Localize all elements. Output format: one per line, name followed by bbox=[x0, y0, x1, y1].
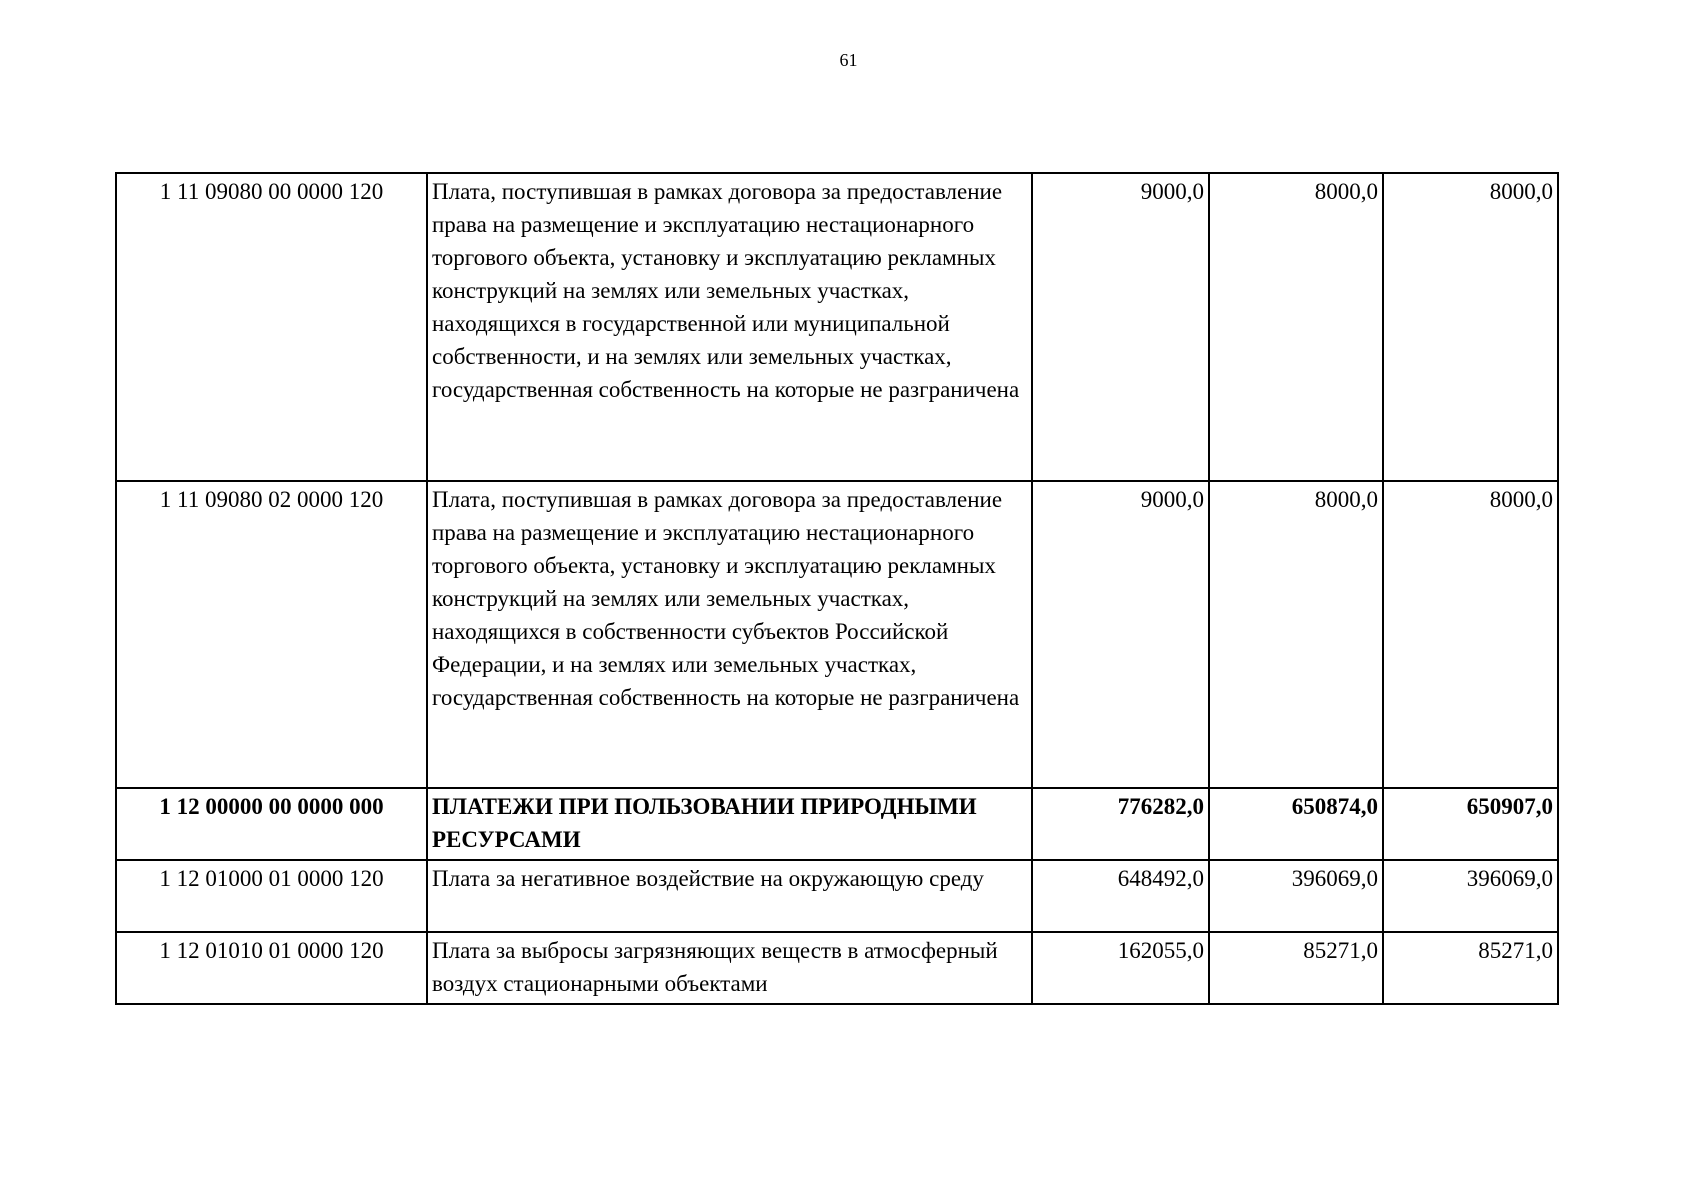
amount-year3-cell: 8000,0 bbox=[1383, 481, 1558, 788]
amount-year2-cell: 85271,0 bbox=[1209, 932, 1383, 1004]
budget-code-cell: 1 11 09080 02 0000 120 bbox=[116, 481, 427, 788]
revenue-name-cell: Плата, поступившая в рамках договора за предоставление права на размещение и эксплуатацию нестационарного торгового объекта, установку и эксплуатацию рекламных конструкций на землях или земельных участках, находящихся в собственности субъектов Российской Федерации, и на землях или земельных участках, государственная собственность на которые не разграничена bbox=[427, 481, 1032, 788]
revenue-name-cell: Плата за выбросы загрязняющих веществ в атмосферный воздух стационарными объектами bbox=[427, 932, 1032, 1004]
amount-year3-cell: 650907,0 bbox=[1383, 788, 1558, 860]
amount-year2-cell: 8000,0 bbox=[1209, 173, 1383, 481]
revenue-name-cell: ПЛАТЕЖИ ПРИ ПОЛЬЗОВАНИИ ПРИРОДНЫМИ РЕСУРСАМИ bbox=[427, 788, 1032, 860]
budget-code-cell: 1 12 00000 00 0000 000 bbox=[116, 788, 427, 860]
amount-year1-cell: 648492,0 bbox=[1032, 860, 1209, 932]
table-row bbox=[116, 173, 1558, 481]
amount-year2-cell: 8000,0 bbox=[1209, 481, 1383, 788]
amount-year3-cell: 85271,0 bbox=[1383, 932, 1558, 1004]
budget-code-cell: 1 11 09080 00 0000 120 bbox=[116, 173, 427, 481]
amount-year2-cell: 396069,0 bbox=[1209, 860, 1383, 932]
amount-year1-cell: 9000,0 bbox=[1032, 481, 1209, 788]
table-row bbox=[116, 481, 1558, 788]
table-row bbox=[116, 860, 1558, 932]
table-row bbox=[116, 932, 1558, 1004]
amount-year1-cell: 776282,0 bbox=[1032, 788, 1209, 860]
amount-year2-cell: 650874,0 bbox=[1209, 788, 1383, 860]
table-row-section-total bbox=[116, 788, 1558, 860]
revenue-name-cell: Плата за негативное воздействие на окружающую среду bbox=[427, 860, 1032, 932]
amount-year1-cell: 9000,0 bbox=[1032, 173, 1209, 481]
amount-year3-cell: 396069,0 bbox=[1383, 860, 1558, 932]
amount-year3-cell: 8000,0 bbox=[1383, 173, 1558, 481]
amount-year1-cell: 162055,0 bbox=[1032, 932, 1209, 1004]
budget-code-cell: 1 12 01000 01 0000 120 bbox=[116, 860, 427, 932]
budget-code-cell: 1 12 01010 01 0000 120 bbox=[116, 932, 427, 1004]
revenue-name-cell: Плата, поступившая в рамках договора за предоставление права на размещение и эксплуатацию нестационарного торгового объекта, установку и эксплуатацию рекламных конструкций на землях или земельных участках, находящихся в государственной или муниципальной собственности, и на землях или земельных участках, государственная собственность на которые не разграничена bbox=[427, 173, 1032, 481]
revenue-table bbox=[115, 172, 1559, 1005]
page-number: 61 bbox=[839, 50, 858, 70]
